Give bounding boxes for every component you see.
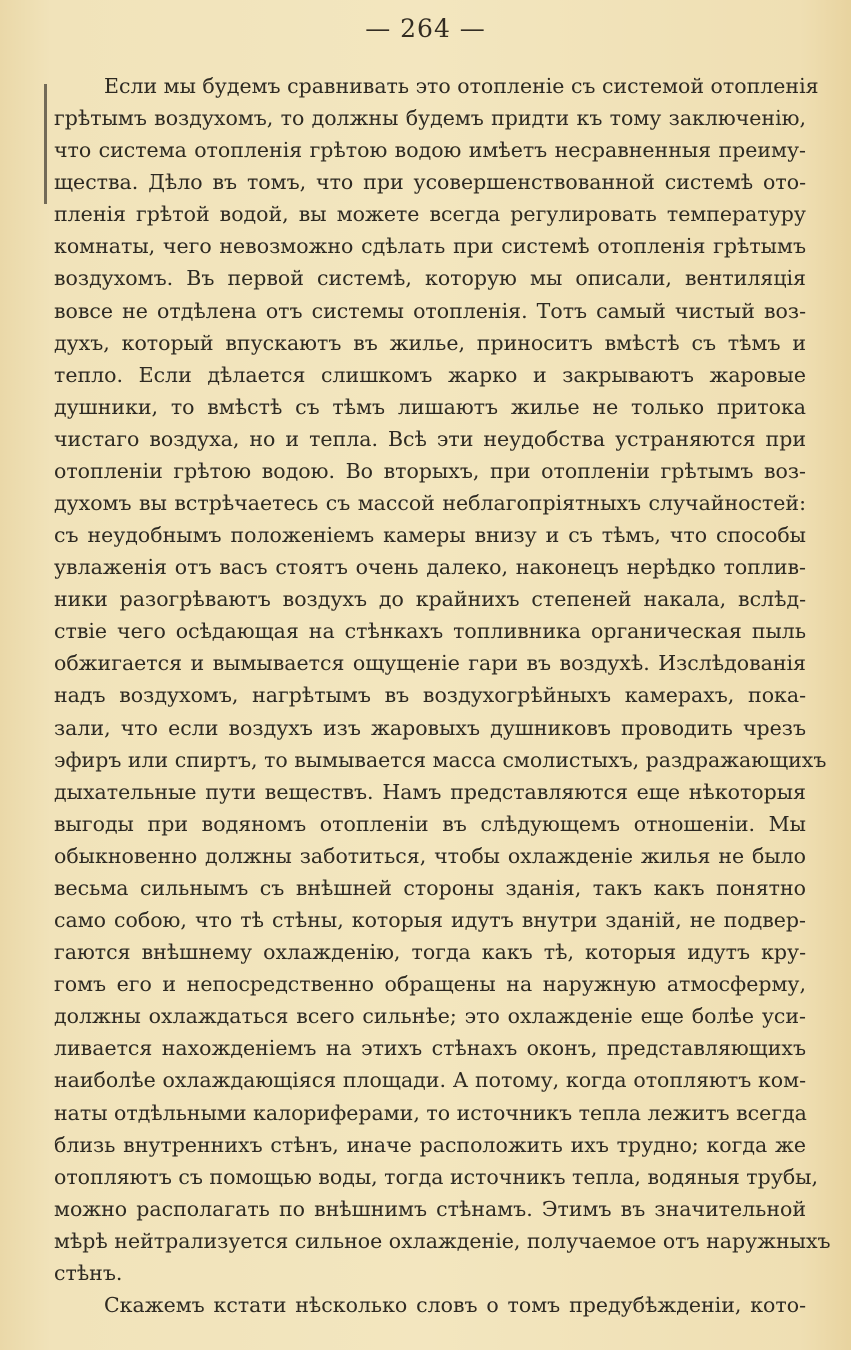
text-line: духъ, который впускаютъ въ жилье, приноситъ вмѣстѣ съ тѣмъ и bbox=[54, 330, 806, 355]
text-line: наты отдѣльными калориферами, то источникъ тепла лежитъ всегда bbox=[54, 1100, 807, 1125]
text-line: грѣтымъ воздухомъ, то должны будемъ придти къ тому заключенію, bbox=[54, 106, 806, 131]
text-line: можно располагать по внѣшнимъ стѣнамъ. Этимъ въ значительной bbox=[54, 1196, 806, 1221]
text-line: увлаженія отъ васъ стоятъ очень далеко, наконецъ нерѣдко топлив- bbox=[54, 555, 806, 580]
text-line: ники разогрѣваютъ воздухъ до крайнихъ степеней накала, вслѣд- bbox=[54, 587, 806, 612]
text-line: выгоды при водяномъ отопленіи въ слѣдующемъ отношеніи. Мы bbox=[54, 811, 806, 836]
text-line: гомъ его и непосредственно обращены на наружную атмосферму, bbox=[54, 972, 806, 997]
text-line: отопленіи грѣтою водою. Во вторыхъ, при отопленіи грѣтымъ воз- bbox=[54, 458, 806, 483]
text-line: стѣнъ. bbox=[54, 1260, 123, 1285]
text-line: тепло. Если дѣлается слишкомъ жарко и закрываютъ жаровые bbox=[54, 362, 806, 387]
text-line: ствіе чего осѣдающая на стѣнкахъ топливника органическая пыль bbox=[54, 619, 806, 644]
text-line: щества. Дѣло въ томъ, что при усовершенствованной системѣ ото- bbox=[54, 170, 806, 195]
text-line: зали, что если воздухъ изъ жаровыхъ душниковъ проводить чрезъ bbox=[54, 715, 806, 740]
text-line: духомъ вы встрѣчаетесь съ массой неблагопріятныхъ случайностей: bbox=[54, 491, 806, 516]
text-line: Если мы будемъ сравнивать это отопленіе съ системой отопленія bbox=[104, 74, 819, 98]
text-line: само собою, что тѣ стѣны, которыя идутъ внутри зданій, не подвер- bbox=[54, 908, 806, 933]
text-line: душники, то вмѣстѣ съ тѣмъ лишаютъ жилье не только притока bbox=[54, 394, 806, 419]
text-line: близь внутреннихъ стѣнъ, иначе расположить ихъ трудно; когда же bbox=[54, 1132, 806, 1157]
text-line: ливается нахожденіемъ на этихъ стѣнахъ оконъ, представляющихъ bbox=[54, 1036, 806, 1061]
text-line: весьма сильнымъ съ внѣшней стороны зданія, такъ какъ понятно bbox=[54, 875, 806, 900]
text-line: эфиръ или спиртъ, то вымывается масса смолистыхъ, раздражающихъ bbox=[54, 747, 827, 772]
text-line: комнаты, чего невозможно сдѣлать при системѣ отопленія грѣтымъ bbox=[54, 234, 806, 259]
text-line: что система отопленія грѣтою водою имѣетъ несравненныя преиму- bbox=[54, 138, 806, 163]
text-line: чистаго воздуха, но и тепла. Всѣ эти неудобства устраняются при bbox=[54, 426, 806, 451]
text-line: съ неудобнымъ положеніемъ камеры внизу и съ тѣмъ, что способы bbox=[54, 523, 806, 548]
margin-pencil-mark bbox=[44, 84, 47, 204]
text-line: дыхательные пути веществъ. Намъ представляются еще нѣкоторыя bbox=[54, 779, 806, 804]
body-text bbox=[54, 70, 831, 1321]
text-line: наиболѣе охлаждающіяся площади. А потому, когда отопляютъ ком- bbox=[54, 1068, 806, 1093]
text-line: вовсе не отдѣлена отъ системы отопленія. Тотъ самый чистый воз- bbox=[54, 298, 806, 323]
text-line: обжигается и вымывается ощущеніе гари въ воздухѣ. Изслѣдованія bbox=[54, 651, 806, 676]
text-line: Скажемъ кстати нѣсколько словъ о томъ предубѣжденіи, кото- bbox=[104, 1292, 806, 1317]
page-number: — 264 — bbox=[365, 14, 486, 43]
text-line: надъ воздухомъ, нагрѣтымъ въ воздухогрѣйныхъ камерахъ, пока- bbox=[54, 683, 806, 708]
text-line: пленія грѣтой водой, вы можете всегда регулировать температуру bbox=[54, 202, 806, 227]
text-line: мѣрѣ нейтрализуется сильное охлажденіе, получаемое отъ наружныхъ bbox=[54, 1228, 831, 1253]
text-line: воздухомъ. Въ первой системѣ, которую мы описали, вентиляція bbox=[54, 266, 806, 291]
text-line: гаются внѣшнему охлажденію, тогда какъ тѣ, которыя идутъ кру- bbox=[54, 940, 806, 965]
text-line: отопляютъ съ помощью воды, тогда источникъ тепла, водяныя трубы, bbox=[54, 1164, 819, 1189]
text-line: обыкновенно должны заботиться, чтобы охлажденіе жилья не было bbox=[54, 843, 806, 868]
text-line: должны охлаждаться всего сильнѣе; это охлажденіе еще болѣе уси- bbox=[54, 1004, 806, 1029]
